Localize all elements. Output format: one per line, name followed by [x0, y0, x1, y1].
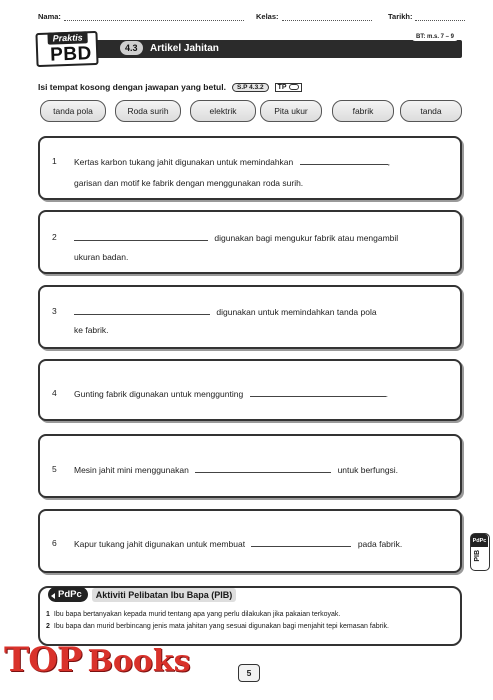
tarikh-label: Tarikh:: [388, 12, 413, 21]
logo-books: Books: [87, 644, 191, 679]
page-number: 5: [238, 664, 260, 682]
question-text: garisan dan motif ke fabrik dengan menggunakan roda surih.: [74, 178, 304, 188]
nama-label: Nama:: [38, 12, 61, 21]
question-text: Gunting fabrik digunakan untuk menggunting: [74, 389, 244, 399]
student-info-line: [38, 12, 465, 26]
word-chip[interactable]: tanda pola: [40, 100, 106, 122]
question-punct: .: [385, 389, 388, 399]
textbook-reference: BT: m.s. 7 – 9: [412, 33, 458, 41]
question-line: [74, 178, 446, 188]
answer-blank[interactable]: [195, 464, 331, 473]
question-number: 2: [52, 232, 57, 242]
question-box-2: [38, 210, 462, 274]
answer-blank[interactable]: [250, 388, 386, 397]
word-chip[interactable]: elektrik: [190, 100, 256, 122]
word-chip[interactable]: Pita ukur: [260, 100, 322, 122]
question-text: Mesin jahit mini menggunakan: [74, 465, 189, 475]
question-line: [74, 252, 446, 262]
kelas-field[interactable]: [256, 12, 372, 21]
side-tab: [470, 533, 490, 571]
question-line: [74, 232, 446, 243]
tarikh-field[interactable]: [388, 12, 465, 21]
item-text: Ibu bapa dan murid berbincang jenis mata jahitan yang sesuai digunakan bagi menjahit tepi kemasan fabrik.: [53, 623, 389, 630]
section-number: 4.3: [120, 41, 143, 55]
praktis-pbd-logo: [35, 31, 98, 67]
kelas-label: Kelas:: [256, 12, 279, 21]
question-line: [74, 306, 446, 317]
question-line: [74, 388, 446, 399]
answer-blank[interactable]: [300, 156, 391, 167]
kelas-dots: [282, 13, 372, 21]
item-text: Ibu bapa bertanyakan kepada murid tentang apa yang perlu dilakukan jika pakaian terkoyak.: [53, 611, 341, 618]
question-text: ukuran badan.: [74, 252, 129, 262]
topbooks-logo: [4, 640, 191, 680]
question-box-1: [38, 136, 462, 200]
question-box-6: [38, 509, 462, 573]
question-line: [74, 325, 446, 335]
instruction: [38, 82, 302, 92]
question-text: untuk berfungsi.: [337, 465, 399, 475]
item-number: 2: [46, 623, 50, 630]
question-text: Kapur tukang jahit digunakan untuk membuat: [74, 539, 246, 549]
question-number: 5: [52, 464, 57, 474]
parent-activity-title: Aktiviti Pelibatan Ibu Bapa (PIB): [92, 588, 237, 602]
logo-top: TOP: [4, 640, 82, 680]
question-number: 3: [52, 306, 57, 316]
question-line: [74, 464, 446, 475]
nama-dots: [64, 13, 244, 21]
question-number: 4: [52, 388, 57, 398]
word-chip[interactable]: tanda: [400, 100, 462, 122]
nama-field[interactable]: [38, 12, 244, 21]
pbd-label: PBD: [49, 43, 93, 66]
standard-badge: S.P 4.3.2: [232, 83, 269, 92]
parent-activity-box: [38, 586, 462, 646]
question-text: ke fabrik.: [74, 325, 109, 335]
question-text: digunakan bagi mengukur fabrik atau mengambil: [214, 233, 399, 243]
question-number: 6: [52, 538, 57, 548]
tp-label: TP: [277, 83, 287, 91]
question-text: digunakan untuk memindahkan tanda pola: [216, 307, 377, 317]
answer-blank[interactable]: [74, 232, 208, 241]
question-line: [74, 538, 446, 549]
word-chip[interactable]: fabrik: [332, 100, 394, 122]
answer-blank[interactable]: [74, 306, 210, 315]
tp-level-oval[interactable]: [289, 84, 299, 90]
question-line: [74, 156, 446, 167]
section-header: [32, 32, 462, 66]
side-tab-body: PIB: [474, 550, 481, 562]
parent-activity-item: [46, 610, 452, 620]
section-title: Artikel Jahitan: [150, 43, 219, 54]
side-tab-head: PdPc: [471, 534, 488, 547]
word-chip[interactable]: Roda surih: [115, 100, 181, 122]
answer-blank[interactable]: [251, 538, 351, 547]
instruction-text: Isi tempat kosong dengan jawapan yang betul.: [38, 82, 226, 92]
parent-activity-item: [46, 622, 452, 632]
question-box-4: [38, 359, 462, 421]
tp-badge: [275, 83, 302, 92]
parent-activity-header: [48, 587, 236, 602]
question-number: 1: [52, 156, 57, 166]
tarikh-dots: [415, 13, 465, 21]
praktis-label: Praktis: [47, 31, 87, 44]
word-bank: [40, 100, 462, 122]
item-number: 1: [46, 611, 50, 618]
question-box-5: [38, 434, 462, 498]
pdpc-tag: PdPc: [48, 587, 88, 602]
question-text: Kertas karbon tukang jahit digunakan untuk memindahkan: [74, 157, 294, 167]
question-box-3: [38, 285, 462, 349]
question-text: pada fabrik.: [357, 539, 403, 549]
question-punct: ,: [387, 157, 391, 167]
